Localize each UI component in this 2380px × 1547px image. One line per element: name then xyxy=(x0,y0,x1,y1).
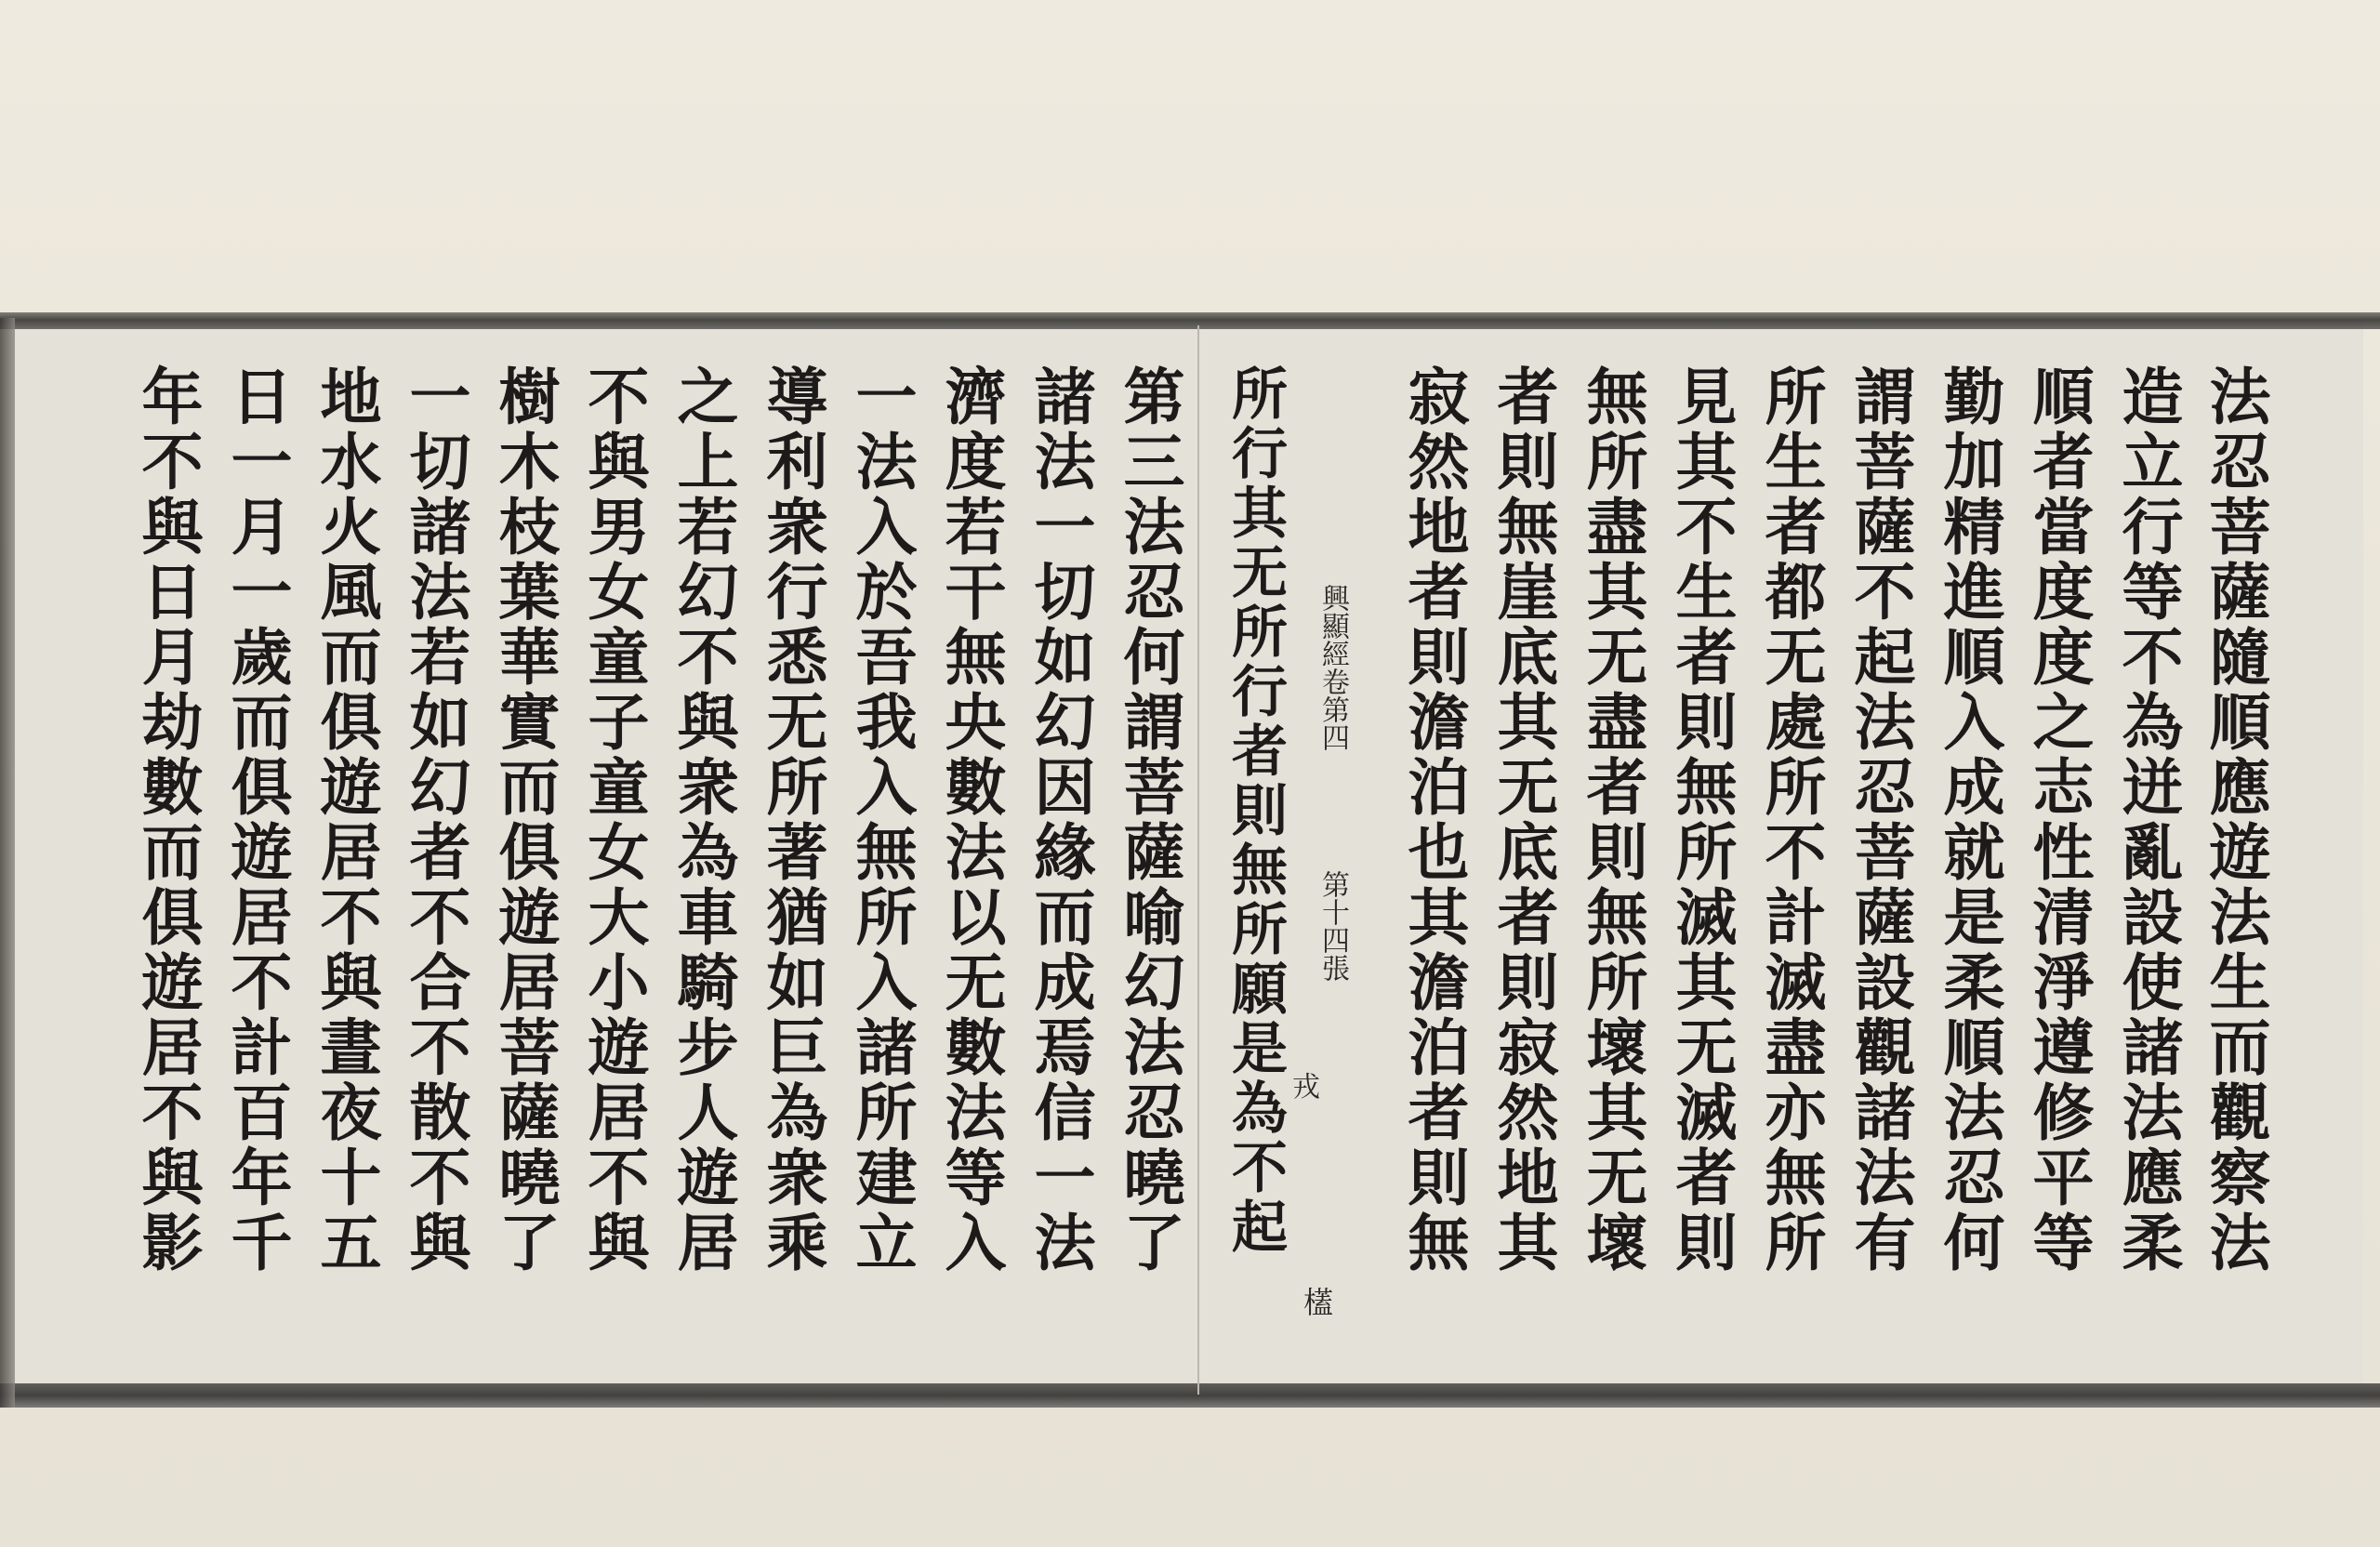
text-column: 第三法忍何謂菩薩喻幻法忍曉了 xyxy=(1113,364,1185,1276)
text-column: 順者當度度之志性清淨遵修平等 xyxy=(2022,364,2095,1276)
margin-sutra-title: 興顯經卷第四 xyxy=(1316,584,1349,751)
text-column: 寂然地者則澹泊也其澹泊者則無 xyxy=(1397,364,1470,1276)
text-column: 無所盡其无盡者則無所壞其无壞 xyxy=(1576,364,1648,1276)
text-column: 諸法一切如幻因緣而成焉信一法 xyxy=(1024,364,1096,1276)
text-column: 一法入於吾我入無所入諸所建立 xyxy=(845,364,918,1276)
text-column: 法忍菩薩隨順應遊法生而觀察法 xyxy=(2199,364,2271,1276)
text-column: 者則無崖底其无底者則寂然地其 xyxy=(1487,364,1559,1276)
text-column: 樹木枝葉華實而俱遊居菩薩曉了 xyxy=(488,364,561,1276)
text-column: 地水火風而俱遊居不與晝夜十五 xyxy=(310,364,382,1276)
bottom-border-rule xyxy=(0,1383,2380,1408)
text-column: 所行其无所行者則無所願是為不起 xyxy=(1223,364,1288,1257)
left-edge-shadow xyxy=(0,318,15,1408)
text-column: 日一月一歲而俱遊居不計百年千 xyxy=(220,364,293,1276)
top-border-rule xyxy=(0,312,2380,329)
text-column: 不與男女童子童女大小遊居不與 xyxy=(577,364,650,1276)
text-column: 導利衆行悉无所著猶如巨為衆乘 xyxy=(756,364,828,1276)
margin-page-number: 第十四張 xyxy=(1316,870,1349,982)
margin-mark-lower: 㯼 xyxy=(1303,1285,1334,1320)
text-column: 勤加精進順入成就是柔順法忍何 xyxy=(1933,364,2005,1276)
text-column: 造立行等不為迸亂設使諸法應柔 xyxy=(2111,364,2184,1276)
text-column: 之上若幻不與衆為車騎步人遊居 xyxy=(667,364,739,1276)
text-column: 濟度若干無央數法以无數法等入 xyxy=(934,364,1007,1276)
text-column: 謂菩薩不起法忍菩薩設觀諸法有 xyxy=(1844,364,1916,1276)
text-column: 年不與日月劫數而俱遊居不與影 xyxy=(131,364,204,1276)
text-column: 所生者都无處所不計滅盡亦無所 xyxy=(1754,364,1827,1276)
text-column: 一切諸法若如幻者不合不散不與 xyxy=(399,364,471,1276)
center-fold-line xyxy=(1197,325,1199,1395)
text-column: 見其不生者則無所滅其无滅者則 xyxy=(1665,364,1738,1276)
margin-mark: 戎 xyxy=(1292,1071,1320,1104)
